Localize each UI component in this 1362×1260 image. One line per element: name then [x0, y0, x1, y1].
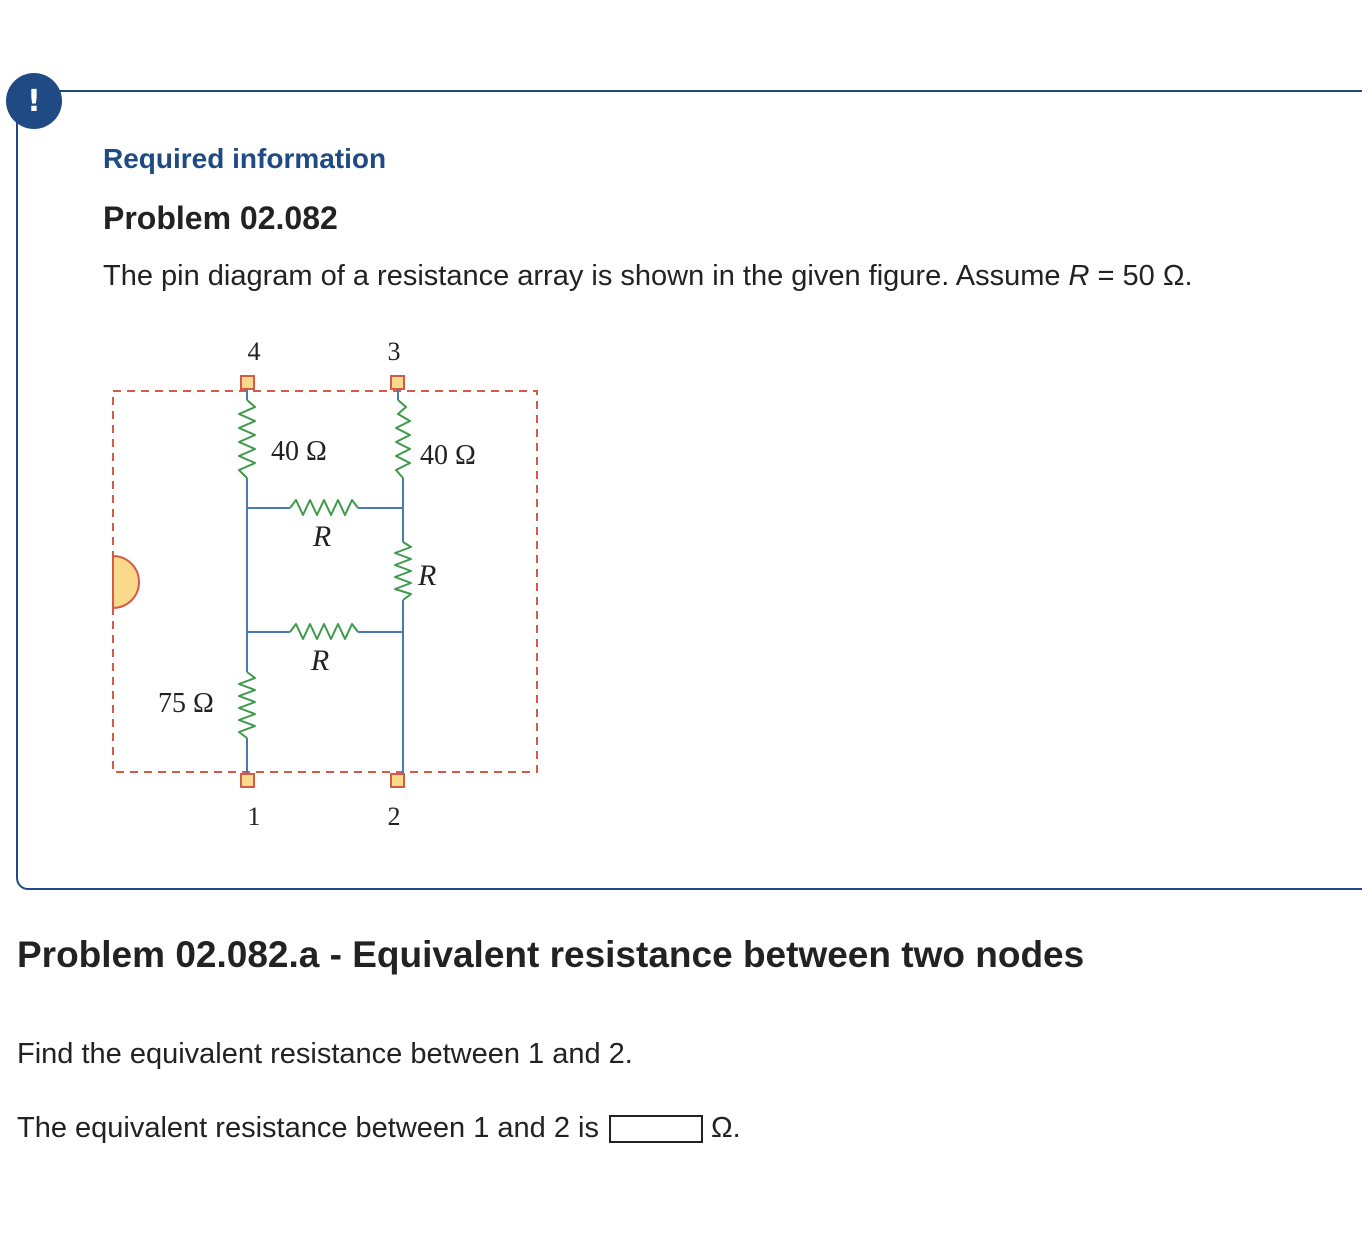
pin-1-square [241, 774, 254, 787]
resistor-bottom-left-zigzag [239, 672, 255, 738]
pin-label-4: 4 [247, 337, 261, 366]
resistor-label-mid-upper: R [312, 520, 332, 553]
pin-4-square [241, 376, 254, 389]
answer-prefix: The equivalent resistance between 1 and 2 is [17, 1112, 599, 1144]
resistor-label-mid-lower: R [310, 644, 330, 677]
pin-label-3: 3 [387, 337, 401, 366]
problem-statement [103, 260, 1193, 293]
answer-unit: Ω. [710, 1112, 741, 1144]
resistance-array-figure [100, 330, 560, 840]
pin-2-square [391, 774, 404, 787]
resistor-top-left-zigzag [239, 400, 255, 478]
part-a-question: Find the equivalent resistance between 1 and 2. [17, 1038, 633, 1070]
statement-prefix: The pin diagram of a resistance array is shown in the given figure. Assume [103, 260, 1069, 292]
answer-input[interactable] [609, 1115, 703, 1143]
alert-icon: ! [6, 73, 62, 129]
resistor-label-top-left: 40 Ω [271, 436, 327, 467]
pin-3-square [391, 376, 404, 389]
resistor-mid-lower-zigzag [290, 624, 358, 639]
pin-label-2: 2 [387, 802, 401, 831]
resistor-mid-right-zigzag [395, 542, 411, 600]
statement-suffix: = 50 Ω. [1089, 260, 1193, 292]
resistor-label-bottom-left: 75 Ω [158, 688, 214, 719]
resistor-top-right-zigzag [396, 400, 410, 478]
resistor-label-mid-right: R [418, 559, 437, 592]
pin-label-1: 1 [247, 802, 261, 831]
answer-row [17, 1112, 741, 1145]
problem-title: Problem 02.082 [103, 200, 338, 236]
resistor-mid-upper-zigzag [290, 500, 358, 515]
required-information-heading: Required information [103, 143, 387, 174]
resistor-label-top-right: 40 Ω [420, 440, 476, 471]
statement-variable: R [1068, 260, 1090, 292]
part-a-title: Problem 02.082.a - Equivalent resistance between two nodes [17, 934, 1085, 975]
package-notch [113, 556, 139, 608]
